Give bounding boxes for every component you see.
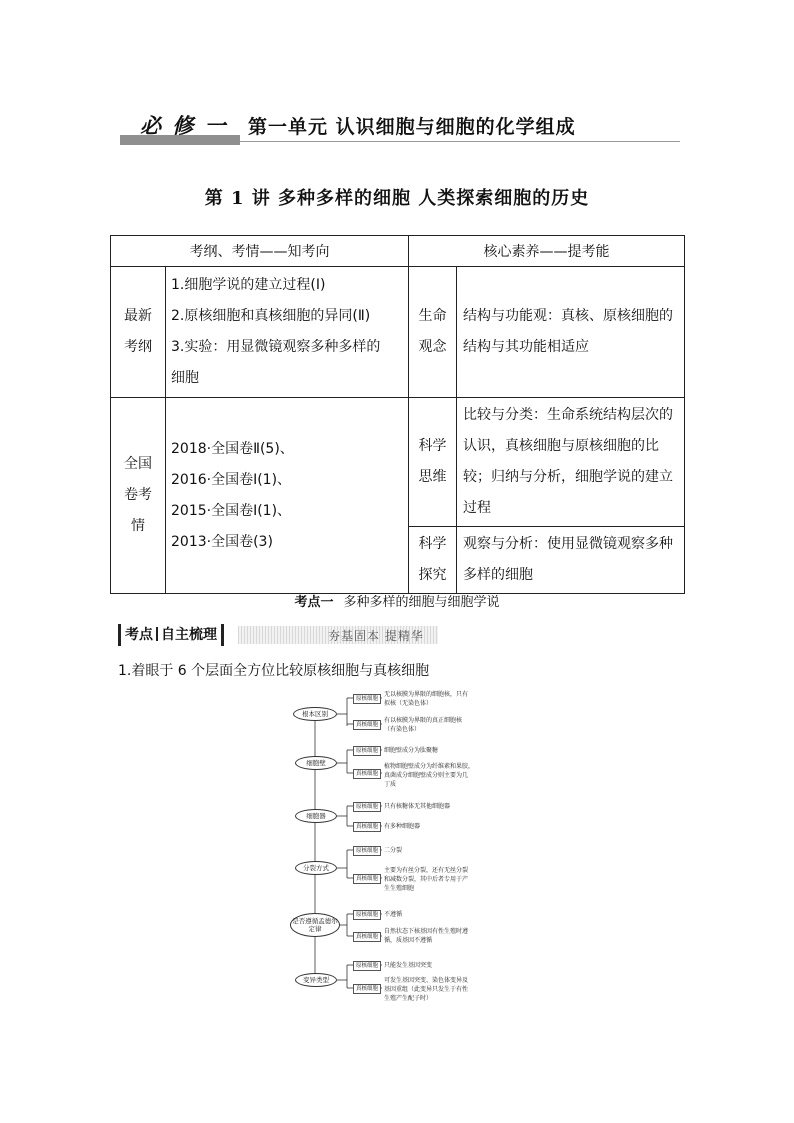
- desc-science-inquiry: 观察与分析：使用显微镜观察多种多样的细胞: [457, 527, 685, 594]
- tag-eukaryote: 真核细胞: [353, 769, 381, 779]
- tag-eukaryote: 真核细胞: [353, 984, 381, 994]
- tag-prokaryote: 原核细胞: [353, 694, 381, 704]
- section-bar: [118, 624, 438, 646]
- row-latest-syllabus-label: 最新考纲: [111, 267, 166, 398]
- lecture-title: 第 1 讲 多种多样的细胞 人类探索细胞的历史: [204, 188, 590, 209]
- exam-item: 2018·全国卷Ⅱ(5)、: [171, 440, 294, 457]
- exam-item: 2013·全国卷(3): [171, 533, 273, 550]
- diagram-text: 不遵循: [384, 911, 403, 918]
- category-life-concept: 生命观念: [409, 267, 457, 398]
- exam-item: 2016·全国卷Ⅰ(1)、: [171, 471, 292, 488]
- tag-eukaryote: 真核细胞: [353, 822, 381, 832]
- diagram-text: 有以核膜为界限的真正细胞核 （有染色体）: [384, 717, 463, 733]
- exam-items: [166, 398, 409, 594]
- unit-header: [120, 108, 680, 148]
- row-national-exam-label: 全国卷考情: [111, 398, 166, 594]
- tag-prokaryote: 原核细胞: [353, 802, 381, 812]
- tag-prokaryote: 原核细胞: [353, 910, 381, 920]
- tag-eukaryote: 真核细胞: [353, 720, 381, 730]
- node-division-mode: 分裂方式: [295, 861, 337, 875]
- syllabus-item: 2.原核细胞和真核细胞的异同(Ⅱ): [171, 308, 371, 324]
- diagram-text: 只能发生基因突变: [384, 962, 433, 969]
- tag-eukaryote: 真核细胞: [353, 932, 381, 942]
- kaodian-title: 多种多样的细胞与细胞学说: [343, 595, 500, 610]
- tag-prokaryote: 原核细胞: [353, 846, 381, 856]
- diagram-text: 有多种细胞器: [384, 823, 421, 830]
- syllabus-table: [110, 235, 685, 594]
- diagram-text: 植物细胞壁成分为纤维素和果胶， 真菌成分细胞壁成分则主要为几 丁质: [384, 763, 475, 788]
- desc-life-concept: 结构与功能观：真核、原核细胞的结构与其功能相适应: [457, 267, 685, 398]
- node-fundamental-difference: 根本区别: [293, 707, 337, 721]
- syllabus-items: [166, 267, 409, 398]
- kaodian-label: 考点一: [294, 595, 334, 610]
- diagram-text: 只有核糖体无其他细胞器: [384, 803, 451, 810]
- desc-science-thinking: 比较与分类：生命系统结构层次的认识，真核细胞与原核细胞的比较；归纳与分析，细胞学说的建立过程: [457, 398, 685, 527]
- node-cell-wall: 细胞壁: [295, 756, 337, 770]
- diagram-text: 自然状态下核基因有性生殖时遵 循，质基因不遵循: [384, 928, 469, 944]
- syllabus-item: 细胞: [171, 370, 199, 386]
- header-rule: [240, 141, 680, 142]
- node-variation-type: 变异类型: [295, 973, 337, 987]
- unit-title: 第一单元 认识细胞与细胞的化学组成: [248, 116, 576, 138]
- kaodian-heading: [0, 591, 794, 610]
- node-organelles: 细胞器: [295, 809, 337, 823]
- diagram-text: 无以核膜为界限的细胞核，只有 拟核（无染色体）: [384, 691, 469, 707]
- category-science-inquiry: 科学探究: [409, 527, 457, 594]
- book-label: 必 修 一: [140, 113, 228, 138]
- diagram-text: 二分裂: [384, 847, 403, 854]
- diagram-text: 细胞壁成分为肽聚糖: [384, 747, 439, 754]
- tag-prokaryote: 原核细胞: [353, 961, 381, 971]
- section-slogan: 夯基固本 提精华: [328, 629, 424, 643]
- table-head-left: 考纲、考情——知考向: [111, 236, 409, 267]
- diagram-text: 主要为有丝分裂，还有无丝分裂 和减数分裂，其中后者专用于产 生生殖细胞: [384, 867, 469, 892]
- comparison-diagram: [285, 688, 500, 1013]
- tag-prokaryote: 原核细胞: [353, 746, 381, 756]
- tag-eukaryote: 真核细胞: [353, 874, 381, 884]
- node-mendel-law: 是否遵循孟德尔定律: [290, 913, 340, 937]
- syllabus-item: 1.细胞学说的建立过程(Ⅰ): [171, 277, 326, 293]
- table-head-right: 核心素养——提考能: [409, 236, 685, 267]
- section-label: 考点 自主梳理: [118, 624, 224, 646]
- diagram-text: 可发生基因突变、染色体变异及 基因重组（此变异只发生于有性 生殖产生配子时）: [384, 977, 469, 1002]
- category-science-thinking: 科学思维: [409, 398, 457, 527]
- exam-item: 2015·全国卷Ⅰ(1)、: [171, 502, 292, 519]
- point-title: 1.着眼于 6 个层面全方位比较原核细胞与真核细胞: [118, 663, 430, 679]
- syllabus-item: 3.实验：用显微镜观察多种多样的: [171, 339, 381, 355]
